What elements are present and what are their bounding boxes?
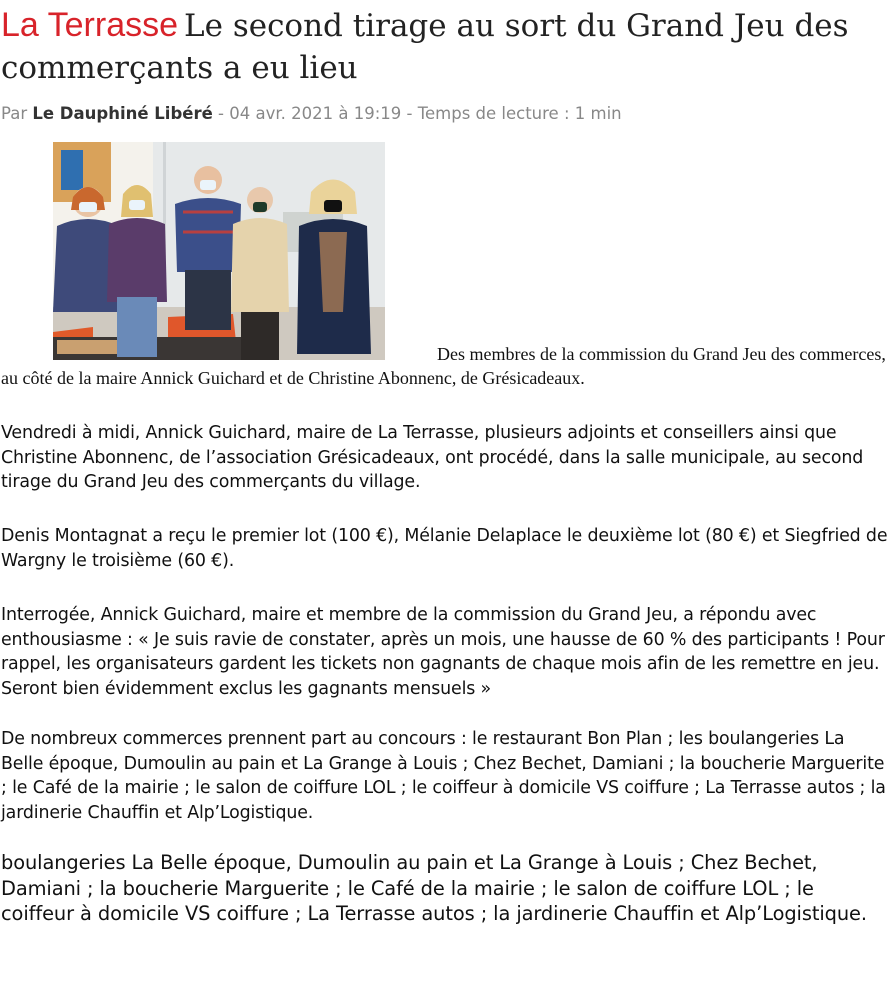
photo-caption: Des membres de la commission du Grand Jeu des commerces, au côté de la maire Annick Guichard et de Christine Abonnenc, de Grésicadeaux. [1, 344, 886, 388]
byline [1, 104, 881, 123]
byline-reading-time: Temps de lecture : 1 min [417, 104, 622, 123]
byline-date: 04 avr. 2021 à 19:19 [229, 104, 402, 123]
byline-separator: - [401, 104, 418, 123]
byline-author[interactable]: Le Dauphiné Libéré [32, 104, 213, 123]
headline-kicker: La Terrasse [1, 6, 179, 44]
headline-title: Le second tirage au sort du Grand Jeu des commerçants a eu lieu [1, 8, 849, 86]
paragraph-quote: Interrogée, Annick Guichard, maire et membre de la commission du Grand Jeu, a répondu avec enthousiasme : « Je suis ravie de constater, après un mois, une hausse de 60 % des participants ! Pour rappel, les organisateurs gardent les tickets non gagnants de chaque mois afin de les remettre en jeu. Seront bien évidemment exclus les gagnants mensuels » [1, 605, 885, 699]
duplicated-fragment-area [0, 851, 893, 973]
duplicated-fragment: boulangeries La Belle époque, Dumoulin au pain et La Grange à Louis ; Chez Bechet, Damiani ; la boucherie Marguerite ; le Café de la mairie ; le salon de coiffure LOL ; le coiffeur à domicile VS coiffure ; La Terrasse autos ; la jardinerie Chauffin et Alp’Logistique. [1, 851, 867, 925]
photo-illustration [53, 142, 385, 360]
paragraph-winners: Denis Montagnat a reçu le premier lot (100 €), Mélanie Delaplace le deuxième lot (80 €) et Siegfried de Wargny le troisième (60 €). [1, 526, 888, 571]
byline-prefix: Par [1, 104, 28, 123]
article-headline [1, 4, 889, 89]
paragraph-shops: De nombreux commerces prennent part au concours : le restaurant Bon Plan ; les boulangeries La Belle époque, Dumoulin au pain et La Grange à Louis ; Chez Bechet, Damiani ; la boucherie Marguerite ; le Café de la mairie ; le salon de coiffure LOL ; le coiffeur à domicile VS coiffure ; La Terrasse autos ; la jardinerie Chauffin et Alp’Logistique. [1, 729, 886, 823]
byline-separator: - [212, 104, 230, 123]
article-photo [53, 142, 385, 360]
paragraph-intro: Vendredi à midi, Annick Guichard, maire de La Terrasse, plusieurs adjoints et conseillers ainsi que Christine Abonnenc, de l’association Grésicadeaux, ont procédé, dans la salle municipale, au second tirage du Grand Jeu des commerçants du village. [1, 423, 864, 492]
